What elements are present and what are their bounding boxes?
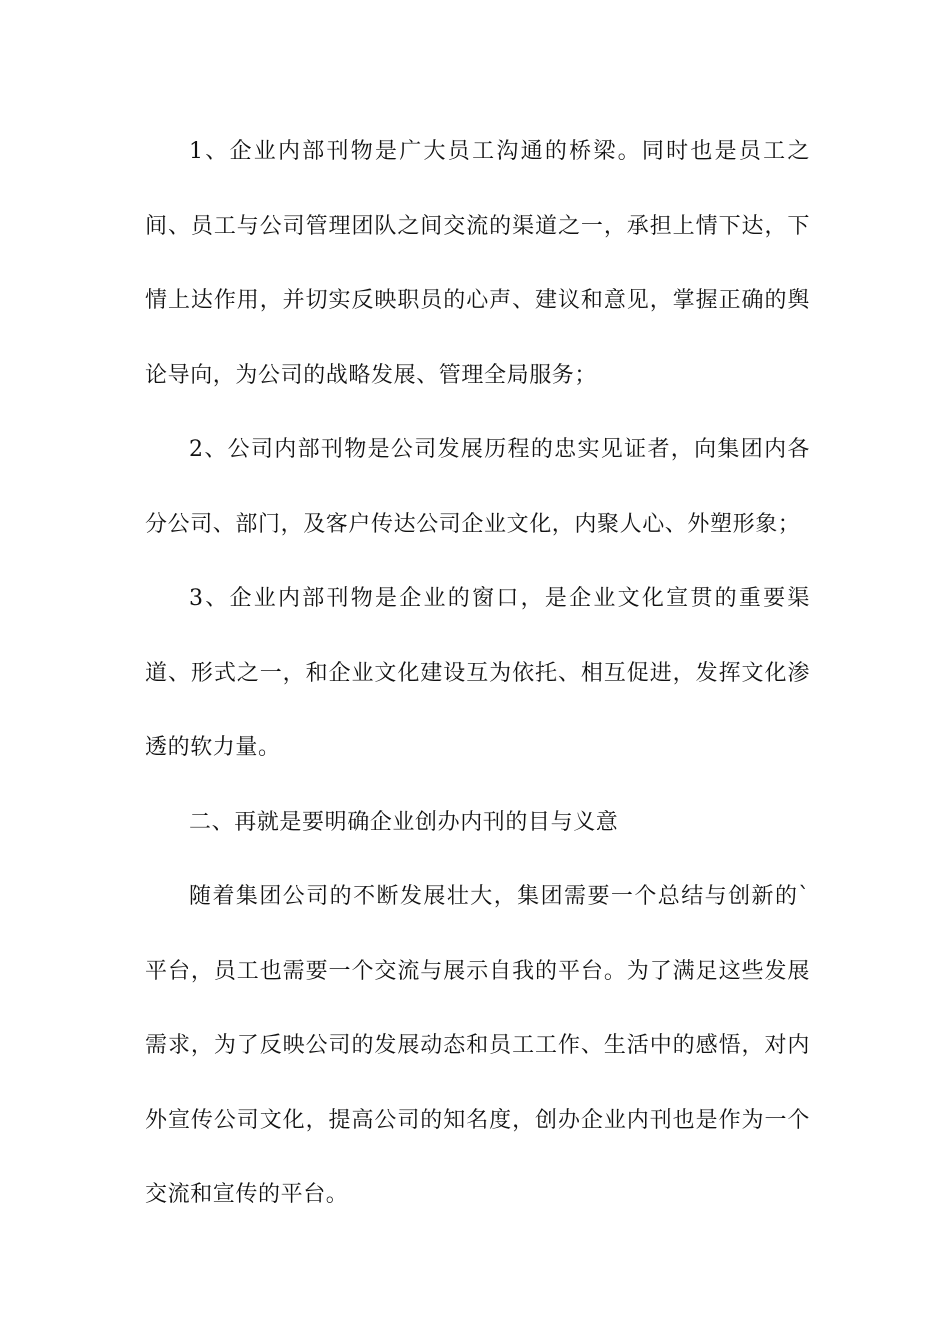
paragraph-item-3: 3、企业内部刊物是企业的窗口，是企业文化宣贯的重要渠道、形式之一，和企业文化建设互为依托、相互促进，发挥文化渗透的软力量。 [145,586,810,760]
paragraph-item-2: 2、公司内部刊物是公司发展历程的忠实见证者，向集团内各分公司、部门，及客户传达公司企业文化，内聚人心、外塑形象； [145,437,810,537]
document-body [145,115,810,1233]
section-heading: 二、再就是要明确企业创办内刊的目与义意 [189,809,619,835]
paragraph-purpose: 随着集团公司的不断发展壮大，集团需要一个总结与创新的`平台，员工也需要一个交流与展示自我的平台。为了满足这些发展需求，为了反映公司的发展动态和员工工作、生活中的感悟，对内外宣传公司文化，提高公司的知名度，创办企业内刊也是作为一个交流和宣传的平台。 [145,884,810,1207]
paragraph-item-1: 1、企业内部刊物是广大员工沟通的桥梁。同时也是员工之间、员工与公司管理团队之间交流的渠道之一，承担上情下达，下情上达作用，并切实反映职员的心声、建议和意见，掌握正确的舆论导向，为公司的战略发展、管理全局服务； [145,139,810,388]
